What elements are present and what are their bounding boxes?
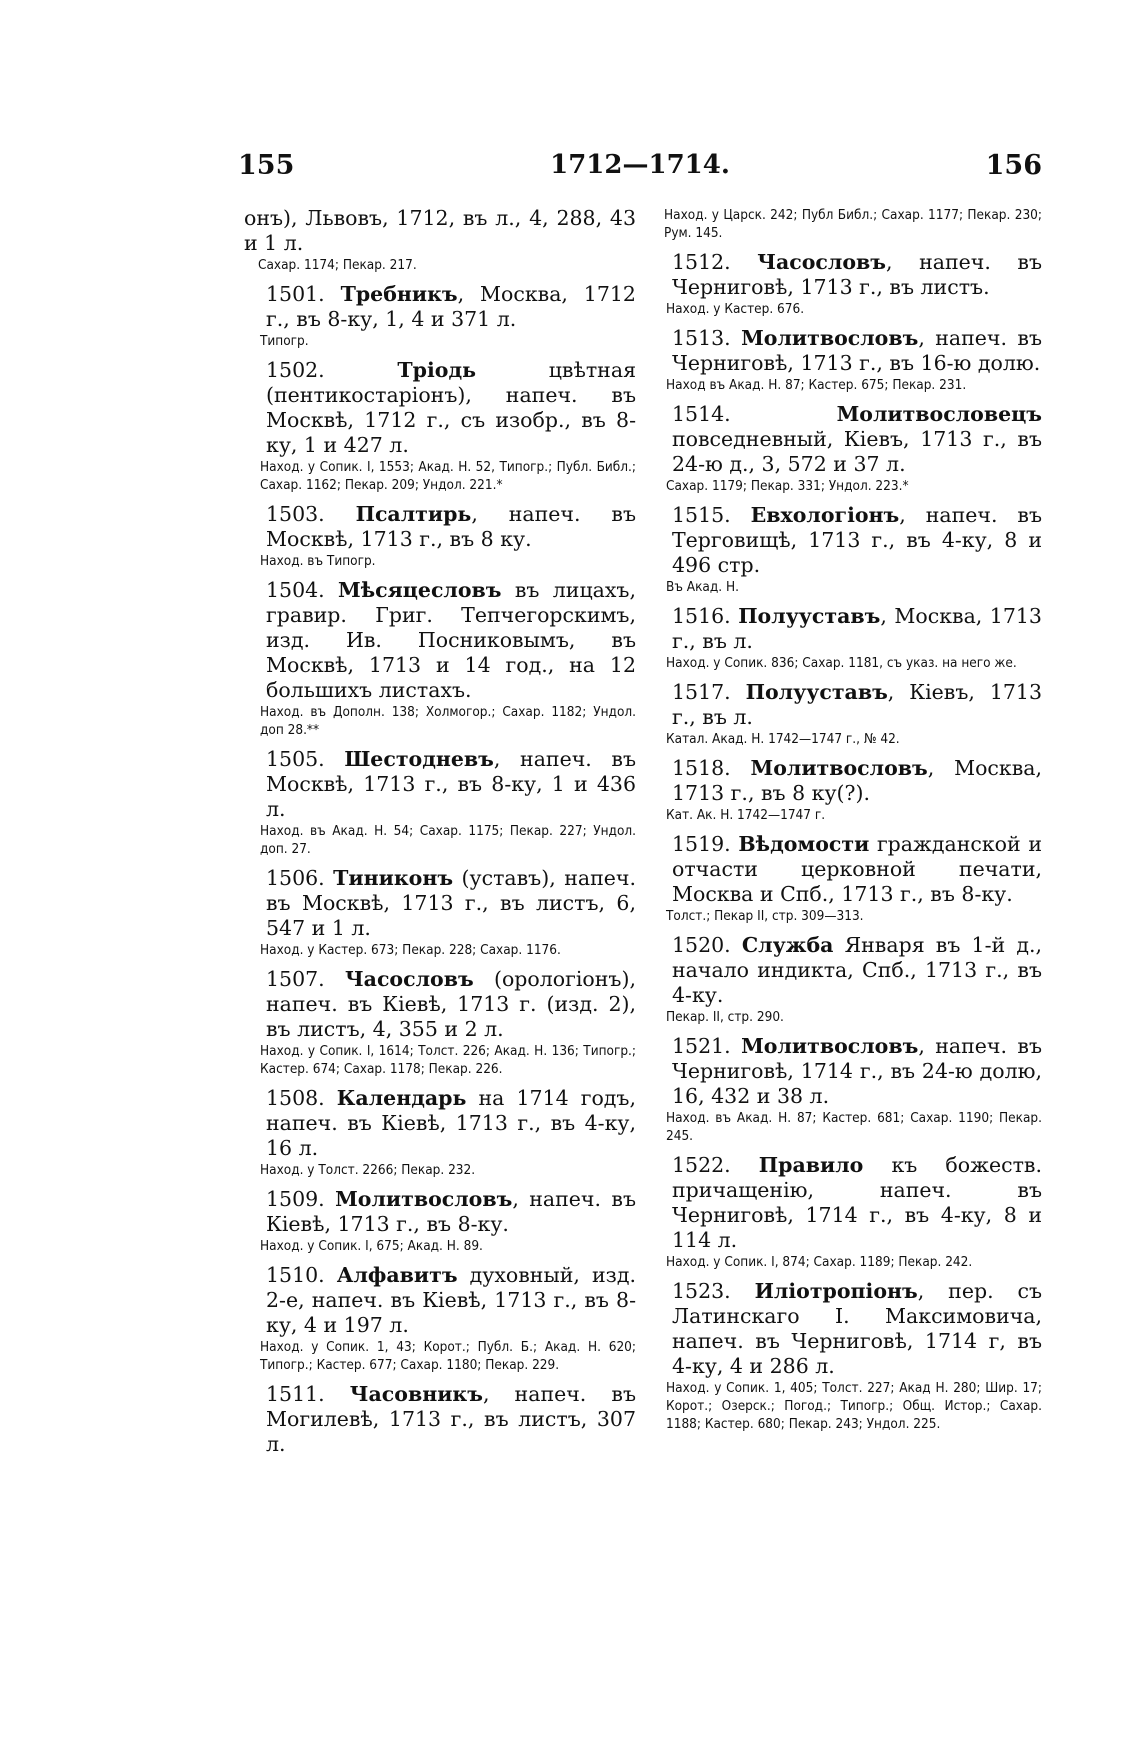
entry-note: Наход. въ Акад. Н. 54; Сахар. 1175; Пекар. 227; Ундол. доп. 27. <box>260 823 636 857</box>
catalog-entry <box>650 832 1042 925</box>
entry-text <box>650 326 1042 376</box>
entry-title: Правило <box>758 1153 864 1177</box>
entry-title: Тріодь <box>397 358 477 382</box>
entry-note: Въ Акад. Н. <box>666 579 739 595</box>
left-page-number: 155 <box>238 150 295 181</box>
entry-description: гражданской и отчасти церковной печати, Москва и Спб., 1713 г., въ 8-ку. <box>672 832 1042 906</box>
entry-number: 1512. <box>672 250 758 274</box>
entry-text <box>244 747 636 822</box>
catalog-entry <box>244 578 636 739</box>
entry-number: 1513. <box>672 326 742 350</box>
entry-note: Пекар. II, стр. 290. <box>666 1009 784 1025</box>
entry-title: Молитвословъ <box>741 1034 919 1058</box>
entry-description: , Москва, 1713 г., въ 8 ку(?). <box>672 756 1042 805</box>
entry-title: Часословъ <box>757 250 887 274</box>
catalog-entry <box>650 1153 1042 1271</box>
entry-description: на 1714 годъ, напеч. въ Кіевѣ, 1713 г., въ 4-ку, 16 л. <box>266 1086 636 1160</box>
entry-description: онъ), Львовъ, 1712, въ л., 4, 288, 43 и 1 л. <box>244 206 636 255</box>
entry-number: 1515. <box>672 503 751 527</box>
entry-note: Катал. Акад. Н. 1742—1747 г., № 42. <box>666 731 900 747</box>
entry-text <box>244 282 636 332</box>
entry-note: Наход. у Кастер. 676. <box>666 301 805 317</box>
entry-note: Наход. у Толст. 2266; Пекар. 232. <box>260 1162 476 1178</box>
entry-note: Наход. у Сопик. 1, 405; Толст. 227; Акад Н. 280; Шир. 17; Корот.; Озерск.; Погод.; Типогр.; Общ. Истор.; Сахар. 1188; Кастер. 680; Пекар. 243; Ундол. 225. <box>666 1380 1042 1432</box>
entry-text <box>244 1086 636 1161</box>
entry-note: Сахар. 1179; Пекар. 331; Ундол. 223.* <box>666 478 909 494</box>
entry-number: 1516. <box>672 604 739 628</box>
entry-title: Алфавитъ <box>336 1263 458 1287</box>
entry-title: Тиниконъ <box>333 866 454 890</box>
entry-title: Календарь <box>336 1086 467 1110</box>
entry-description: , напеч. въ Москвѣ, 1713 г., въ 8-ку, 1 и 436 л. <box>266 747 636 821</box>
entry-number: 1521. <box>672 1034 742 1058</box>
entry-title: Молитвословецъ <box>836 402 1042 426</box>
entry-title: Молитвословъ <box>750 756 928 780</box>
right-page-number: 156 <box>985 150 1042 181</box>
entry-number: 1505. <box>266 747 345 771</box>
entry-title: Евхологіонъ <box>750 503 900 527</box>
entry-title: Полууставъ <box>745 680 888 704</box>
catalog-entry <box>244 967 636 1078</box>
entry-description: , напеч. въ Черниговѣ, 1713 г., въ листъ. <box>672 250 1042 299</box>
entry-title: Молитвословъ <box>335 1187 513 1211</box>
entry-number: 1509. <box>266 1187 336 1211</box>
entry-note: Толст.; Пекар II, стр. 309—313. <box>666 908 864 924</box>
entry-text <box>650 680 1042 730</box>
catalog-entry <box>650 604 1042 672</box>
entry-note: Наход. у Сопик. I, 1553; Акад. Н. 52, Типогр.; Публ. Библ.; Сахар. 1162; Пекар. 209; Ундол. 221.* <box>260 459 636 493</box>
entry-note: Наход въ Акад. Н. 87; Кастер. 675; Пекар. 231. <box>666 377 967 393</box>
left-column <box>244 206 636 1465</box>
entry-description: (орологіонъ), напеч. въ Кіевѣ, 1713 г. (изд. 2), въ листъ, 4, 355 и 2 л. <box>266 967 636 1041</box>
entry-number: 1508. <box>266 1086 337 1110</box>
entry-title: Псалтирь <box>355 502 472 526</box>
entry-note: Наход. у Сопик. 1, 43; Корот.; Публ. Б.; Акад. Н. 620; Типогр.; Кастер. 677; Сахар. 1180; Пекар. 229. <box>260 1339 636 1373</box>
entry-description: , пер. съ Латинскаго I. Максимовича, напеч. въ Черниговѣ, 1714 г, въ 4-ку, 4 и 286 л. <box>672 1279 1042 1378</box>
entry-description: , напеч. въ Терговищѣ, 1713 г., въ 4-ку, 8 и 496 стр. <box>672 503 1042 577</box>
entry-description: , Москва, 1712 г., въ 8-ку, 1, 4 и 371 л. <box>266 282 636 331</box>
entry-note: Наход. у Кастер. 673; Пекар. 228; Сахар. 1176. <box>260 942 561 958</box>
catalog-entry <box>650 680 1042 748</box>
catalog-entry <box>650 756 1042 824</box>
entry-number: 1517. <box>672 680 746 704</box>
entry-description: , напеч. въ Москвѣ, 1713 г., въ 8 ку. <box>266 502 636 551</box>
entry-description: (уставъ), напеч. въ Москвѣ, 1713 г., въ листъ, 6, 547 и 1 л. <box>266 866 636 940</box>
catalog-entry <box>650 326 1042 394</box>
catalog-entry <box>650 250 1042 318</box>
entry-note: Наход. у Царск. 242; Публ Библ.; Сахар. 1177; Пекар. 230; Рум. 145. <box>664 207 1042 241</box>
entry-note: Наход. въ Акад. Н. 87; Кастер. 681; Сахар. 1190; Пекар. 245. <box>666 1110 1042 1144</box>
catalog-entry <box>244 282 636 350</box>
entry-note: Кат. Ак. Н. 1742—1747 г. <box>666 807 826 823</box>
entry-text <box>244 1382 636 1457</box>
entry-description: , напеч. въ Черниговѣ, 1714 г., въ 24-ю долю, 16, 432 и 38 л. <box>672 1034 1042 1108</box>
catalog-entry <box>244 747 636 858</box>
entry-text <box>244 358 636 458</box>
entry-number: 1506. <box>266 866 334 890</box>
entry-text <box>650 832 1042 907</box>
entry-title: Часовникъ <box>349 1382 483 1406</box>
entry-number: 1511. <box>266 1382 350 1406</box>
right-column <box>650 206 1042 1441</box>
entry-title: Часословъ <box>344 967 474 991</box>
entry-number: 1520. <box>672 933 742 957</box>
entry-text <box>650 503 1042 578</box>
entry-description: духовный, изд. 2-е, напеч. въ Кіевѣ, 1713 г., въ 8-ку, 4 и 197 л. <box>266 1263 636 1337</box>
entry-number: 1519. <box>672 832 739 856</box>
entry-number: 1504. <box>266 578 339 602</box>
catalog-entry <box>244 502 636 570</box>
entry-note: Наход. у Сопик. 836; Сахар. 1181, съ указ. на него же. <box>666 655 1017 671</box>
entry-number: 1522. <box>672 1153 759 1177</box>
entry-description: повседневный, Кіевъ, 1713 г., въ 24-ю д., 3, 572 и 37 л. <box>672 427 1042 476</box>
catalog-entry <box>650 1279 1042 1433</box>
catalog-entry <box>244 358 636 494</box>
page-header <box>238 150 1042 190</box>
entry-number: 1523. <box>672 1279 755 1303</box>
entry-text <box>244 866 636 941</box>
entry-number: 1510. <box>266 1263 337 1287</box>
entry-text <box>650 402 1042 477</box>
entry-title: Шестодневъ <box>344 747 494 771</box>
entry-number: 1503. <box>266 502 356 526</box>
entry-note: Наход. у Сопик. I, 874; Сахар. 1189; Пекар. 242. <box>666 1254 973 1270</box>
entry-text <box>650 933 1042 1008</box>
entry-title: Полууставъ <box>738 604 881 628</box>
catalog-entry <box>650 933 1042 1026</box>
entry-description: , напеч. въ Кіевѣ, 1713 г., въ 8-ку. <box>266 1187 636 1236</box>
catalog-entry <box>244 1263 636 1374</box>
entry-title: Молитвословъ <box>741 326 919 350</box>
catalog-entry <box>244 1187 636 1255</box>
entry-description: , Кіевъ, 1713 г., въ л. <box>672 680 1042 729</box>
entry-text <box>650 250 1042 300</box>
entry-note: Наход. въ Типогр. <box>260 553 376 569</box>
entry-number: 1501. <box>266 282 341 306</box>
catalog-entry <box>244 1086 636 1179</box>
entry-text <box>650 1153 1042 1253</box>
entry-number: 1502. <box>266 358 398 382</box>
entry-text <box>244 502 636 552</box>
entry-text <box>650 756 1042 806</box>
catalog-entry <box>650 206 1042 242</box>
entry-description: , напеч. въ Черниговѣ, 1713 г., въ 16-ю долю. <box>672 326 1042 375</box>
entry-note: Наход. у Сопик. I, 675; Акад. Н. 89. <box>260 1238 483 1254</box>
catalog-entry <box>650 1034 1042 1145</box>
entry-text <box>244 967 636 1042</box>
entry-text <box>244 578 636 703</box>
entry-description: Января въ 1-й д., начало индикта, Спб., 1713 г., въ 4-ку. <box>672 933 1042 1007</box>
entry-description: къ божеств. причащенію, напеч. въ Черниговѣ, 1714 г., въ 4-ку, 8 и 114 л. <box>672 1153 1042 1252</box>
entry-number: 1507. <box>266 967 345 991</box>
catalog-entry <box>650 402 1042 495</box>
entry-text <box>650 604 1042 654</box>
entry-number: 1518. <box>672 756 751 780</box>
entry-description: , напеч. въ Могилевѣ, 1713 г., въ листъ, 307 л. <box>266 1382 636 1456</box>
catalog-entry <box>244 206 636 274</box>
entry-description: , Москва, 1713 г., въ л. <box>672 604 1042 653</box>
entry-description: цвѣтная (пентикостаріонъ), напеч. въ Москвѣ, 1712 г., съ изобр., въ 8-ку, 1 и 427 л. <box>266 358 636 457</box>
entry-title: Мѣсяцесловъ <box>338 578 502 602</box>
catalog-entry <box>244 1382 636 1457</box>
entry-text <box>244 1263 636 1338</box>
entry-title: Требникъ <box>340 282 458 306</box>
catalog-entry <box>650 503 1042 596</box>
catalog-entry <box>244 866 636 959</box>
entry-note: Типогр. <box>260 333 309 349</box>
entry-description: въ лицахъ, гравир. Григ. Тепчегорскимъ, изд. Ив. Посниковымъ, въ Москвѣ, 1713 и 14 год., на 12 большихъ листахъ. <box>266 578 636 702</box>
entry-note: Наход. у Сопик. I, 1614; Толст. 226; Акад. Н. 136; Типогр.; Кастер. 674; Сахар. 1178; Пекар. 226. <box>260 1043 636 1077</box>
entry-note: Наход. въ Дополн. 138; Холмогор.; Сахар. 1182; Ундол. доп 28.** <box>260 704 636 738</box>
entry-title: Иліотропіонъ <box>754 1279 918 1303</box>
entry-note: Сахар. 1174; Пекар. 217. <box>258 257 417 273</box>
entry-text <box>650 1279 1042 1379</box>
entry-text <box>244 206 636 256</box>
entry-title: Служба <box>741 933 834 957</box>
entry-text <box>650 1034 1042 1109</box>
running-head-years: 1712—1714. <box>550 150 730 180</box>
entry-text <box>244 1187 636 1237</box>
entry-title: Вѣдомости <box>738 832 870 856</box>
entry-number: 1514. <box>672 402 837 426</box>
